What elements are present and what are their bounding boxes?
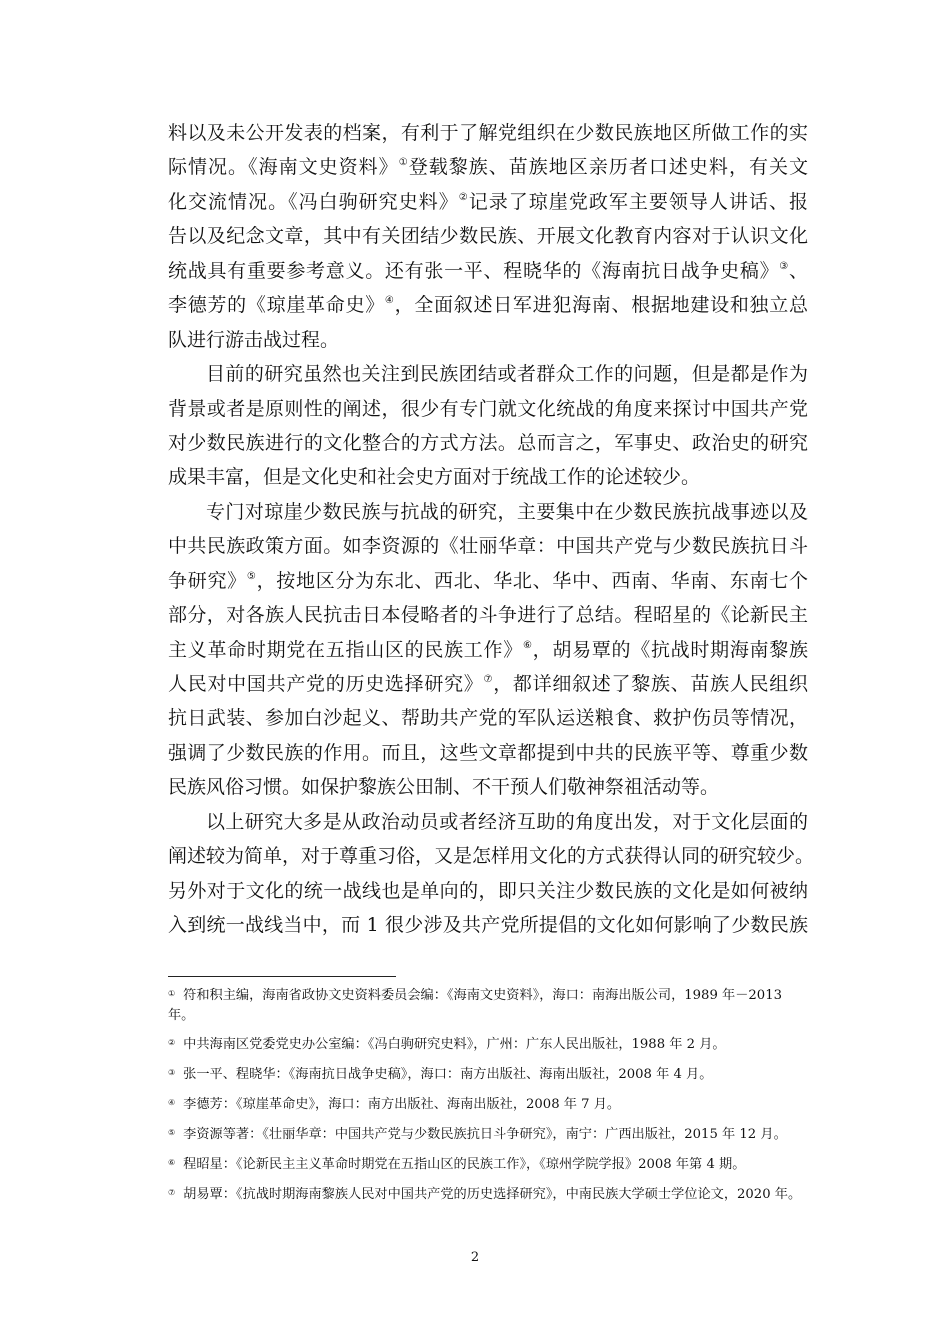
text-line (168, 564, 808, 598)
footnote-text: 程昭星：《论新民主主义革命时期党在五指山区的民族工作》，《琼州学院学报》2008 年第 4 期。 (183, 1157, 746, 1172)
footnote-text: 李资源等著：《壮丽华章：中国共产党与少数民族抗日斗争研究》，南宁：广西出版社，2015 年 12 月。 (183, 1127, 787, 1142)
text-segment: 告以及纪念文章，其中有关团结少数民族、开展文化教育内容对于认识文化 (168, 225, 808, 248)
footnote-mark: ③ (168, 1068, 176, 1077)
footnote-reference[interactable]: ④ (384, 295, 395, 307)
footnote-text: 胡易覃：《抗战时期海南黎族人民对中国共产党的历史选择研究》，中南民族大学硕士学位论文，2020 年。 (183, 1187, 802, 1202)
text-line (168, 357, 808, 391)
text-segment: 入到统一战线当中，而 1 很少涉及共产党所提倡的文化如何影响了少数民族 (168, 914, 808, 937)
footnote-reference[interactable]: ② (458, 191, 469, 203)
footnote-reference[interactable]: ③ (779, 260, 789, 272)
text-segment: 登载黎族、苗族地区亲历者口述史料，有关文 (408, 156, 808, 179)
footnotes (168, 986, 808, 1215)
footnote (168, 1095, 808, 1115)
text-segment: 对少数民族进行的文化整合的方式方法。总而言之，军事史、政治史的研究 (168, 431, 808, 454)
footnote-separator (168, 976, 396, 977)
text-line (168, 598, 808, 632)
text-line (168, 392, 808, 426)
text-segment: 记录了琼崖党政军主要领导人讲话、报 (468, 190, 808, 213)
footnote-text: 中共海南区党委党史办公室编：《冯白驹研究史料》，广州：广东人民出版社，1988 年 2 月。 (183, 1037, 726, 1052)
text-segment: 李德芳的《琼崖革命史》 (168, 294, 385, 317)
text-line (168, 323, 808, 357)
text-segment: ，都详细叙述了黎族、苗族人民组织 (493, 673, 808, 695)
footnote (168, 986, 808, 1025)
text-line (168, 150, 808, 184)
footnote-text: 李德芳：《琼崖革命史》，海口：南方出版社、海南出版社，2008 年 7 月。 (183, 1097, 621, 1112)
text-segment: 争研究》 (168, 569, 247, 592)
text-segment: 另外对于文化的统一战线也是单向的，即只关注少数民族的文化是如何被纳 (168, 879, 808, 902)
footnote (168, 1125, 808, 1145)
text-segment: 背景或者是原则性的阐述，很少有专门就文化统战的角度来探讨中国共产党 (168, 397, 808, 420)
body-text (168, 116, 815, 943)
footnote-mark: ② (168, 1038, 176, 1047)
text-line (168, 185, 808, 219)
text-segment: ，全面叙述日军进犯海南、根据地建设和独立总 (394, 294, 808, 317)
text-segment: 料以及未公开发表的档案，有利于了解党组织在少数民族地区所做工作的实 (168, 122, 808, 144)
footnote-mark: ⑤ (168, 1128, 176, 1137)
footnote (168, 1185, 808, 1205)
footnote (168, 1155, 808, 1175)
footnote (168, 1065, 808, 1085)
text-segment: 际情况。《海南文史资料》 (168, 156, 399, 179)
footnote-reference[interactable]: ⑦ (483, 674, 494, 685)
text-segment: 队进行游击战过程。 (168, 328, 340, 351)
text-line (168, 460, 808, 494)
footnote-text: 张一平、程晓华：《海南抗日战争史稿》，海口：南方出版社、海南出版社，2008 年 4 月。 (183, 1067, 713, 1082)
footnote-text: 符和积主编，海南省政协文史资料委员会编：《海南文史资料》，海口：南海出版公司，1989 年－2013 年。 (168, 988, 782, 1023)
text-segment: 部分，对各族人民抗击日本侵略者的斗争进行了总结。程昭星的《论新民主 (168, 604, 808, 627)
footnote-mark: ⑦ (168, 1188, 176, 1197)
text-line (168, 254, 808, 288)
text-line (168, 288, 808, 322)
text-segment: 强调了少数民族的作用。而且，这些文章都提到中共的民族平等、尊重少数 (168, 741, 808, 764)
text-segment: 成果丰富，但是文化史和社会史方面对于统战工作的论述较少。 (168, 466, 701, 489)
text-line (168, 219, 808, 253)
text-line (168, 667, 808, 701)
text-line (168, 495, 808, 529)
text-segment: 民族风俗习惯。如保护黎族公田制、不干预人们敬神祭祖活动等。 (168, 776, 720, 799)
text-line (168, 908, 808, 942)
footnote-mark: ④ (168, 1098, 176, 1107)
text-line (168, 736, 808, 770)
text-segment: ，胡易覃的《抗战时期海南黎族 (532, 638, 808, 661)
text-segment: 主义革命时期党在五指山区的民族工作》 (168, 638, 523, 661)
text-segment: 、 (788, 259, 808, 282)
footnote-mark: ⑥ (168, 1158, 176, 1167)
text-line (168, 529, 808, 563)
text-line (168, 426, 808, 460)
text-segment: 中共民族政策方面。如李资源的《壮丽华章：中国共产党与少数民族抗日斗 (168, 535, 808, 558)
footnote-reference[interactable]: ⑥ (522, 639, 533, 651)
text-segment: 统战具有重要参考意义。还有张一平、程晓华的《海南抗日战争史稿》 (168, 259, 780, 282)
text-segment: 化交流情况。《冯白驹研究史料》 (168, 190, 459, 213)
page-number: 2 (470, 1250, 480, 1265)
text-segment: 抗日武装、参加白沙起义、帮助共产党的军队运送粮食、救护伤员等情况， (168, 707, 808, 730)
text-line (168, 874, 808, 908)
text-segment: 专门对琼崖少数民族与抗战的研究，主要集中在少数民族抗战事迹以及 (206, 500, 808, 523)
text-line (168, 633, 808, 667)
text-line (168, 116, 808, 150)
text-segment: 目前的研究虽然也关注到民族团结或者群众工作的问题，但是都是作为 (206, 363, 808, 386)
text-line (168, 701, 808, 735)
footnote-mark: ① (168, 989, 176, 998)
footnote-reference[interactable]: ① (398, 157, 409, 169)
text-segment: ，按地区分为东北、西北、华北、华中、西南、华南、东南七个 (256, 569, 808, 592)
footnote (168, 1035, 808, 1055)
text-segment: 阐述较为简单，对于尊重习俗，又是怎样用文化的方式获得认同的研究较少。 (168, 845, 815, 868)
text-line (168, 839, 815, 873)
footnote-reference[interactable]: ⑤ (246, 570, 257, 582)
text-line (168, 770, 808, 804)
text-line (168, 805, 808, 839)
text-segment: 以上研究大多是从政治动员或者经济互助的角度出发，对于文化层面的 (206, 810, 808, 833)
text-segment: 人民对中国共产党的历史选择研究》 (168, 673, 484, 695)
